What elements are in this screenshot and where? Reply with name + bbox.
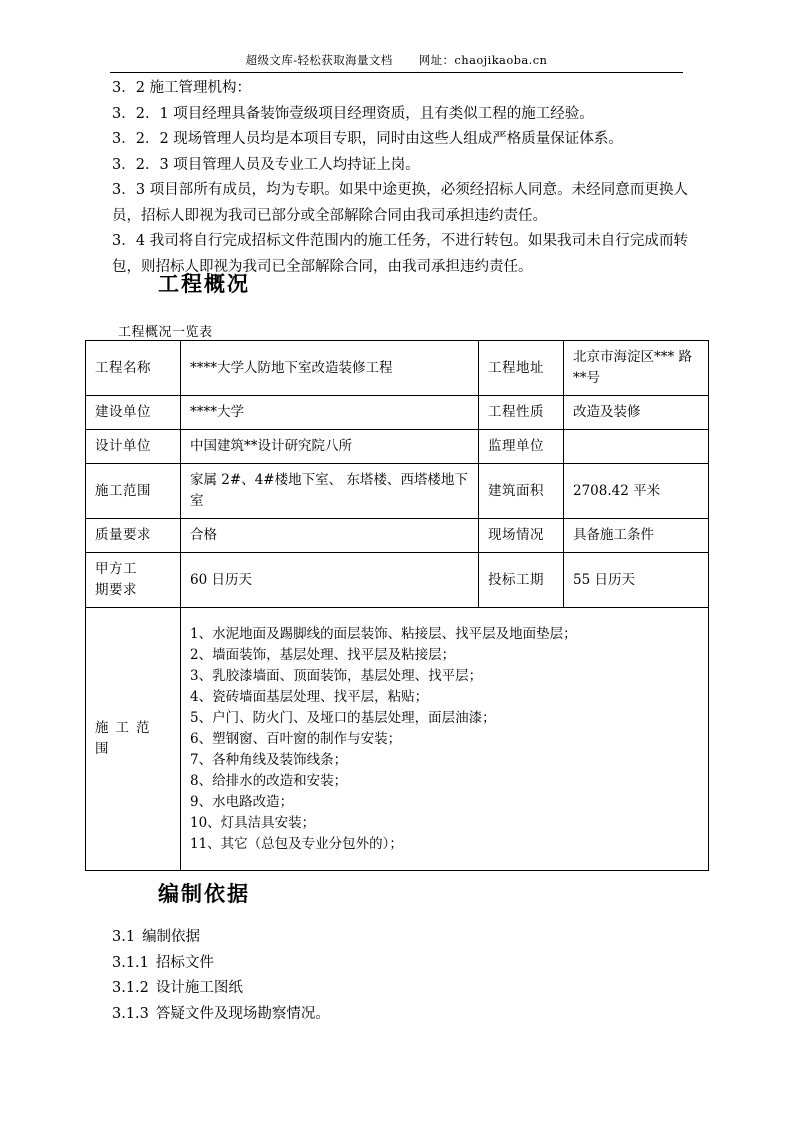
cell-value-quality-requirement: 合格 [181,519,479,553]
intro-line-2: 3．2．1 项目经理具备装饰壹级项目经理资质，且有类似工程的施工经验。 [112,105,594,122]
scope-item: 5、户门、防火门、及垭口的基层处理，面层油漆； [190,709,496,726]
cell-value-site-condition: 具备施工条件 [564,519,709,553]
project-overview-table [85,340,709,871]
cell-value-owner-unit: ****大学 [181,396,479,430]
cell-value-owner-duration: 60 日历天 [181,553,479,608]
scope-item: 10、灯具洁具安装； [190,814,316,831]
intro-line-5: 3．3 项目部所有成员，均为专职。如果中途更换，必须经招标人同意。未经同意而更换人员，招标人即视为我司已部分或全部解除合同由我司承担违约责任。 [112,182,688,224]
cell-value-construction-scope: 家属 2#、4#楼地下室、 东塔楼、西塔楼地下室 [181,464,479,519]
section-heading-compilation-basis: 编制依据 [158,882,250,906]
list-item-number: 3.1.2 [112,980,149,996]
header-url-label: 网址： [418,53,455,67]
list-item-text: 招标文件 [155,954,214,971]
table-row [86,464,709,519]
cell-label-construction-scope: 施工范围 [86,464,181,519]
scope-item: 8、给排水的改造和安装； [190,772,348,789]
list-item [112,976,330,1002]
scope-item: 6、塑钢窗、百叶窗的制作与安装； [190,730,402,747]
table-row-scope-details [86,608,709,871]
list-item-text: 答疑文件及现场勘察情况。 [155,1005,330,1022]
list-item-text: 编制依据 [142,929,201,945]
list-item-number: 3.1 [112,929,136,945]
scope-item: 7、各种角线及装饰线条； [190,751,348,768]
cell-value-scope-details [181,608,709,871]
list-item [112,1002,330,1028]
scope-item: 3、乳胶漆墙面、顶面装饰，基层处理、找平层； [190,667,483,684]
header-site-name: 超级文库-轻松获取海量文档 [245,53,393,67]
intro-line-4: 3．2．3 项目管理人员及专业工人均持证上岗。 [112,156,420,173]
list-item [112,951,330,977]
scope-item: 11、其它（总包及专业分包外的）； [190,835,403,852]
intro-line-3: 3．2．2 现场管理人员均是本项目专职，同时由这些人组成严格质量保证体系。 [112,131,623,147]
table-row [86,430,709,464]
page-header [110,52,683,73]
scope-item: 1、水泥地面及踢脚线的面层装饰、粘接层、找平层及地面垫层； [190,625,577,642]
cell-value-project-address: 北京市海淀区*** 路**号 [564,341,709,396]
cell-label-project-nature: 工程性质 [479,396,564,430]
compilation-basis-list [112,925,330,1027]
table-row [86,396,709,430]
table-caption: 工程概况一览表 [118,325,213,340]
cell-value-bid-duration: 55 日历天 [564,553,709,608]
cell-label-building-area: 建筑面积 [479,464,564,519]
table-row [86,519,709,553]
owner-duration-label-line-2: 期要求 [95,582,137,598]
table-row [86,553,709,608]
intro-paragraphs [112,76,688,280]
scope-item: 4、瓷砖墙面基层处理、找平层，粘贴； [190,688,429,705]
cell-label-owner-duration [86,553,181,608]
cell-value-project-nature: 改造及装修 [564,396,709,430]
cell-value-building-area: 2708.42 平米 [564,464,709,519]
section-heading-project-overview: 工程概况 [158,272,250,296]
cell-label-design-unit: 设计单位 [86,430,181,464]
list-item-number: 3.1.3 [112,1005,149,1022]
owner-duration-label-line-1: 甲方工 [95,561,137,577]
intro-line-6: 3．4 我司将自行完成招标文件范围内的施工任务，不进行转包。如果我司未自行完成而转包，则招标人即视为我司已全部解除合同，由我司承担违约责任。 [112,233,688,275]
intro-line-1: 3．2 施工管理机构： [112,80,252,96]
scope-item: 2、墙面装饰，基层处理、找平层及粘接层； [190,646,456,663]
cell-label-quality-requirement: 质量要求 [86,519,181,553]
list-item-text: 设计施工图纸 [155,980,243,996]
cell-value-design-unit: 中国建筑**设计研究院八所 [181,430,479,464]
table-row [86,341,709,396]
header-url-value: chaojikaoba.cn [454,53,548,67]
cell-label-project-name: 工程名称 [86,341,181,396]
cell-label-project-address: 工程地址 [479,341,564,396]
cell-label-supervision-unit: 监理单位 [479,430,564,464]
cell-value-supervision-unit [564,430,709,464]
list-item [112,925,330,951]
cell-label-scope-details: 施工范围 [86,608,181,871]
cell-label-owner-unit: 建设单位 [86,396,181,430]
cell-value-project-name: ****大学人防地下室改造装修工程 [181,341,479,396]
cell-label-bid-duration: 投标工期 [479,553,564,608]
scope-item: 9、水电路改造； [190,793,294,810]
list-item-number: 3.1.1 [112,954,149,971]
cell-label-site-condition: 现场情况 [479,519,564,553]
